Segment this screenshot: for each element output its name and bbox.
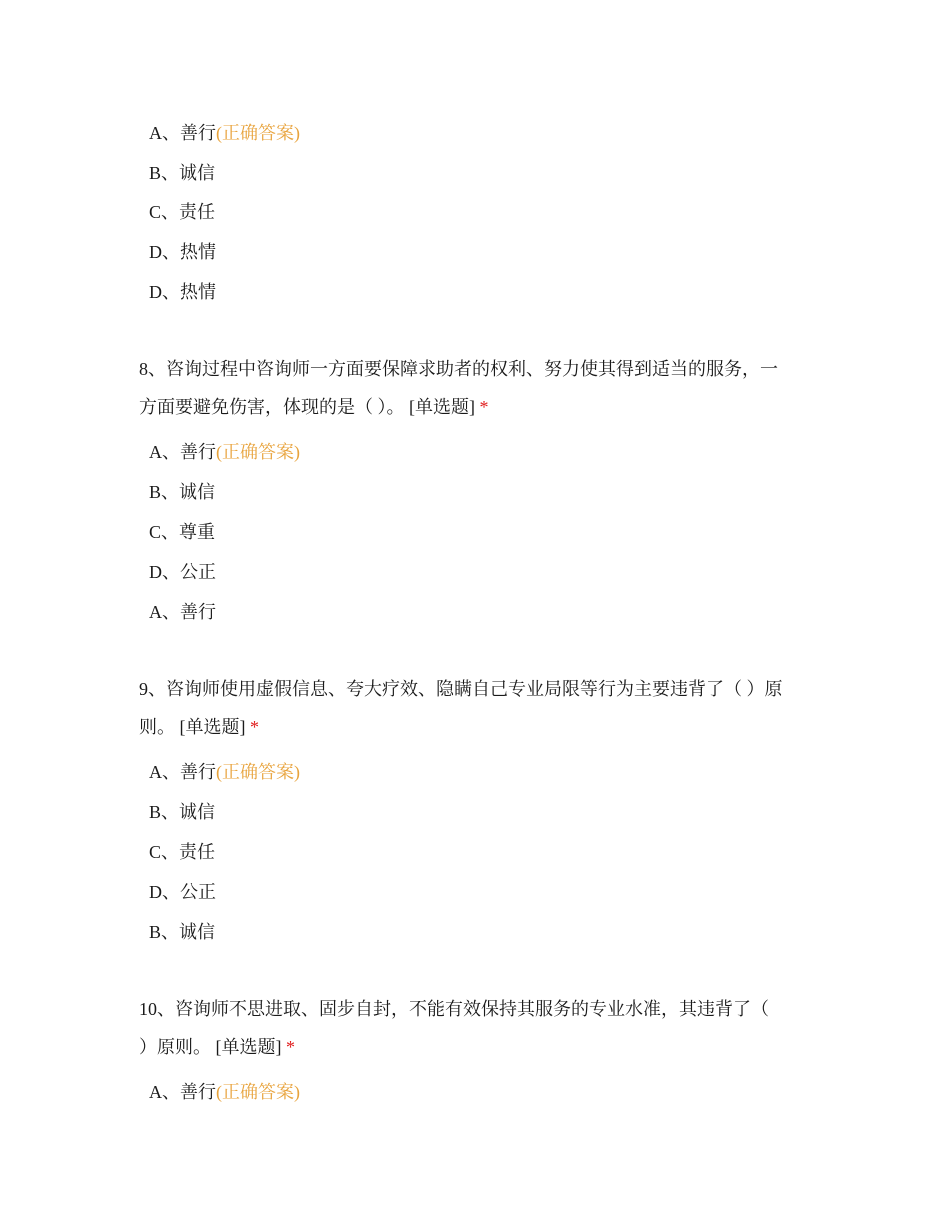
option-a-repeat: A、善行	[149, 602, 216, 622]
option-d: D、公正	[149, 882, 216, 902]
correct-answer-tag: (正确答案)	[216, 123, 300, 143]
question-stem: ）原则。	[139, 1037, 211, 1057]
option-label: A、善行	[149, 442, 216, 462]
required-asterisk: *	[250, 717, 259, 737]
question-9-text-line2	[139, 715, 819, 739]
option-c: C、尊重	[149, 522, 216, 542]
question-8-text-line1: 8、咨询过程中咨询师一方面要保障求助者的权利、努力使其得到适当的服务，一	[139, 359, 778, 379]
option-d-repeat: D、热情	[149, 282, 216, 302]
option-label: A、善行	[149, 1082, 216, 1102]
option-b: B、诚信	[149, 163, 216, 183]
required-asterisk: *	[286, 1037, 295, 1057]
question-10-text-line2	[139, 1035, 819, 1059]
question-stem: 方面要避免伤害，体现的是（ ）。	[139, 397, 405, 417]
option-d: D、公正	[149, 562, 216, 582]
option-c: C、责任	[149, 842, 216, 862]
question-type: [单选题]	[179, 717, 246, 737]
option-a-correct	[149, 121, 300, 145]
option-a-correct	[149, 760, 300, 784]
question-stem: 则。	[139, 717, 175, 737]
question-type: [单选题]	[215, 1037, 282, 1057]
question-8-text-line2	[139, 395, 819, 419]
correct-answer-tag: (正确答案)	[216, 442, 300, 462]
question-type: [单选题]	[409, 397, 475, 417]
option-b-repeat: B、诚信	[149, 922, 216, 942]
option-d: D、热情	[149, 242, 216, 262]
option-b: B、诚信	[149, 802, 216, 822]
option-a-correct	[149, 440, 300, 464]
question-9-text-line1: 9、咨询师使用虚假信息、夸大疗效、隐瞒自己专业局限等行为主要违背了（ ）原	[139, 679, 783, 699]
correct-answer-tag: (正确答案)	[216, 762, 300, 782]
option-c: C、责任	[149, 202, 216, 222]
correct-answer-tag: (正确答案)	[216, 1082, 300, 1102]
question-10-text-line1: 10、咨询师不思进取、固步自封，不能有效保持其服务的专业水准，其违背了（	[139, 999, 769, 1019]
option-label: A、善行	[149, 762, 216, 782]
required-asterisk: *	[479, 397, 489, 417]
option-a-correct	[149, 1080, 300, 1104]
option-label: A、善行	[149, 123, 216, 143]
option-b: B、诚信	[149, 482, 216, 502]
